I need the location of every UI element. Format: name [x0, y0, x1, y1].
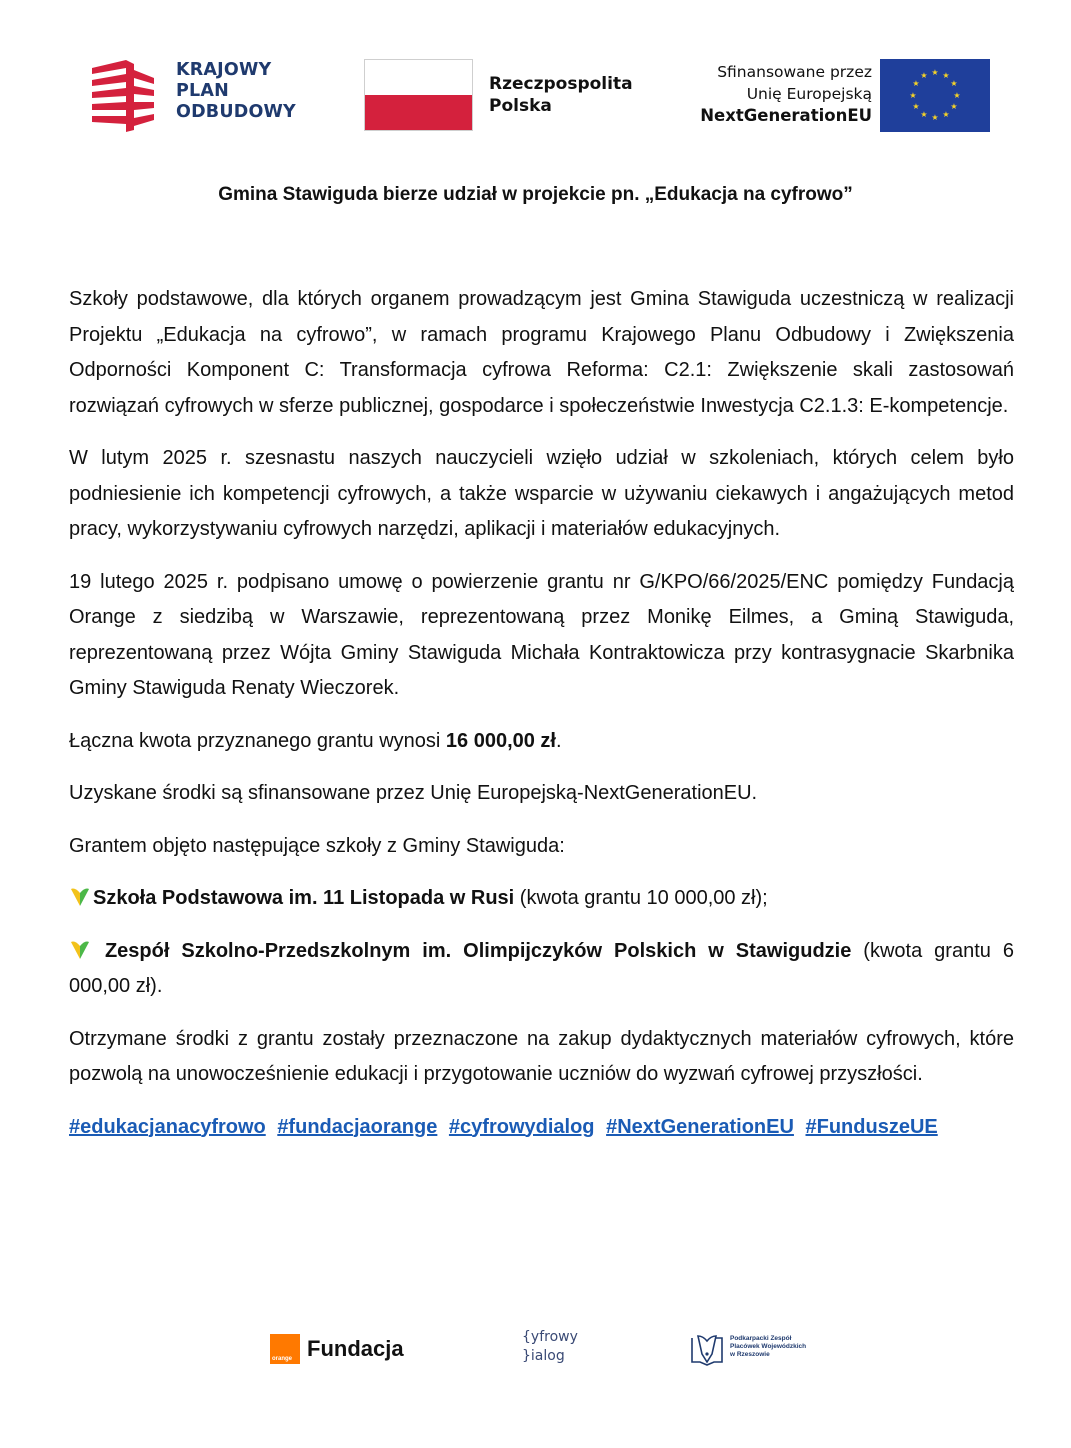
pzpw-line-3: w Rzeszowie [730, 1351, 770, 1358]
header-logos [0, 56, 1071, 136]
eu-logo [680, 59, 1000, 133]
svg-text:★: ★ [912, 79, 920, 88]
document-body [69, 282, 1014, 1145]
green-yellow-leaf-bullet-icon [69, 885, 91, 907]
cyfrowy-dialog-line-2: }ialog [522, 1348, 565, 1364]
svg-text:★: ★ [950, 79, 958, 88]
orange-square-icon [270, 1334, 300, 1364]
rp-line-1: Rzeczpospolita [489, 74, 633, 94]
cyfrowy-dialog-line-1: {yfrowy [522, 1329, 578, 1345]
school-2-grant: (kwota grantu 6 000,00 zł). [69, 939, 1014, 997]
hashtag-funduszeue[interactable]: #FunduszeUE [805, 1115, 938, 1138]
pzpw-line-2: Placówek Wojewódzkich [730, 1343, 807, 1350]
svg-text:★: ★ [942, 71, 950, 80]
svg-text:★: ★ [953, 91, 961, 100]
svg-text:★: ★ [920, 71, 928, 80]
hashtag-list [69, 1110, 1014, 1146]
pzpw-text [730, 1335, 806, 1359]
grant-total-amount: 16 000,00 zł [445, 729, 556, 752]
eu-line-3: NextGenerationEU [700, 106, 872, 125]
svg-text:★: ★ [920, 110, 928, 119]
kpo-line-1: KRAJOWY [176, 60, 272, 80]
fundacja-word: Fundacja [307, 1336, 404, 1361]
grant-total-suffix: . [555, 729, 562, 752]
svg-text:★: ★ [942, 110, 950, 119]
eu-line-2: Unię Europejską [746, 85, 872, 103]
polish-flag-icon [364, 59, 473, 131]
pzpw-logo [690, 1332, 820, 1368]
pzpw-line-1: Podkarpacki Zespół [730, 1335, 792, 1342]
green-yellow-leaf-bullet-icon [69, 938, 91, 960]
paragraph-intro: Szkoły podstawowe, dla których organem prowadzącym jest Gmina Stawiguda uczestniczą w realizacji Projektu „Edukacja na cyfrowo”, w ramach programu Krajowego Planu Odbudowy i Zwiększenia Odporności Komponent C: Transformacja cyfrowa Reforma: C2.1: Zwiększenie skali zastosowań rozwiązań cyfrowych w sferze publicznej, gospodarce i społeczeństwie Inwestycja C2.1.3: E-kompetencje. [69, 288, 1014, 417]
kpo-building-icon [88, 60, 160, 132]
kpo-line-3: ODBUDOWY [176, 102, 296, 122]
paragraph-grant-total [69, 724, 1014, 760]
kpo-text [176, 60, 296, 123]
svg-text:★: ★ [950, 102, 958, 111]
rp-text [489, 73, 633, 117]
school-item-2 [69, 934, 1014, 1005]
paragraph-purpose: Otrzymane środki z grantu zostały przeznaczone na zakup dydaktycznych materiałów cyfrowych, które pozwolą na unowocześnienie edukacji i przygotowanie uczniów do wyzwań cyfrowej przyszłości. [69, 1027, 1014, 1085]
svg-text:★: ★ [912, 102, 920, 111]
paragraph-schools-intro: Grantem objęto następujące szkoły z Gminy Stawiguda: [69, 834, 565, 857]
svg-text:★: ★ [931, 68, 939, 77]
footer-logos [0, 1328, 1071, 1376]
svg-text:★: ★ [909, 91, 917, 100]
school-item-1 [69, 881, 1014, 917]
school-1-grant: (kwota grantu 10 000,00 zł); [514, 887, 768, 909]
rp-logo [364, 59, 664, 133]
rp-line-2: Polska [489, 96, 552, 116]
document-title: Gmina Stawiguda bierze udział w projekcie pn. „Edukacja na cyfrowo” [218, 184, 853, 205]
grant-total-label: Łączna kwota przyznanego grantu wynosi [69, 729, 446, 752]
eu-text [700, 61, 872, 127]
eu-flag-icon [880, 59, 990, 132]
school-2-name: Zespół Szkolno-Przedszkolnym im. Olimpijczyków Polskich w Stawigudzie [93, 939, 852, 962]
svg-text:★: ★ [931, 113, 939, 122]
hashtag-fundacjaorange[interactable]: #fundacjaorange [277, 1115, 438, 1138]
paragraph-training: W lutym 2025 r. szesnastu naszych nauczycieli wzięło udział w szkoleniach, których celem było podniesienie ich kompetencji cyfrowych, a także wsparcie w używaniu ciekawych i angażujących metod pracy, wykorzystywaniu cyfrowych narzędzi, aplikacji i materiałów edukacyjnych. [69, 447, 1014, 540]
orange-badge-text: orange [272, 1356, 293, 1362]
open-book-pen-icon [690, 1332, 724, 1366]
kpo-logo [88, 58, 328, 134]
hashtag-edukacjanacyfrowo[interactable]: #edukacjanacyfrowo [69, 1115, 266, 1138]
kpo-line-2: PLAN [176, 81, 229, 101]
hashtag-nextgenerationeu[interactable]: #NextGenerationEU [606, 1115, 794, 1138]
orange-fundacja-logo [270, 1334, 420, 1364]
school-1-name: Szkoła Podstawowa im. 11 Listopada w Rusi [93, 887, 515, 909]
paragraph-funding: Uzyskane środki są sfinansowane przez Unię Europejską-NextGenerationEU. [69, 782, 758, 804]
eu-line-1: Sfinansowane przez [717, 63, 872, 81]
cyfrowy-dialog-logo [522, 1328, 602, 1372]
hashtag-cyfrowydialog[interactable]: #cyfrowydialog [448, 1115, 595, 1138]
paragraph-agreement: 19 lutego 2025 r. podpisano umowę o powierzenie grantu nr G/KPO/66/2025/ENC pomiędzy Fundacją Orange z siedzibą w Warszawie, reprezentowaną przez Monikę Eilmes, a Gminą Stawiguda, reprezentowaną przez Wójta Gminy Stawiguda Michała Kontraktowicza przy kontrasygnacie Skarbnika Gminy Stawiguda Renaty Wieczorek. [69, 570, 1014, 699]
